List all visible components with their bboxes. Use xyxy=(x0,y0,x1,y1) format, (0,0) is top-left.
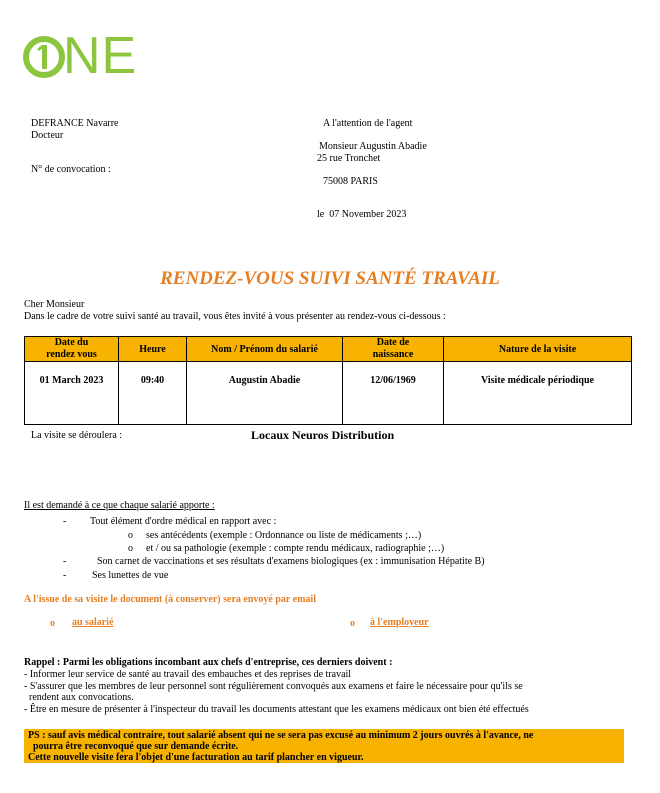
email-heading: A l'issue de sa visite le document (à conserver) sera envoyé par email xyxy=(24,594,316,605)
bring-heading: Il est demandé à ce que chaque salarié apporte : xyxy=(24,500,215,511)
ps-line: Cette nouvelle visite fera l'objet d'une facturation au tarif plancher en vigueur. xyxy=(28,752,364,763)
dash-bullet: - xyxy=(63,556,67,567)
bring-sub-pathologie: et / ou sa pathologie (exemple : compte rendu médicaux, radiographie ;…) xyxy=(146,543,445,554)
dash-bullet: - xyxy=(63,570,67,581)
table-row xyxy=(25,362,632,425)
sender-name: DEFRANCE Navarre xyxy=(31,118,119,129)
col-header-nature: Nature de la visite xyxy=(444,337,632,362)
col-header-naissance: Date de naissance xyxy=(343,337,444,362)
cell-date: 01 March 2023 xyxy=(25,362,119,425)
ps-notice xyxy=(24,729,624,763)
email-option-employeur[interactable]: à l'employeur xyxy=(370,617,429,628)
rappel-heading: Rappel : Parmi les obligations incombant aux chefs d'entreprise, ces derniers doivent : xyxy=(24,657,393,668)
rappel-line: - S'assurer que les membres de leur personnel sont régulièrement convoqués aux examens et faire le nécessaire pour qu'ils se xyxy=(24,681,523,692)
table-header-row xyxy=(25,337,632,362)
recipient-city: 75008 PARIS xyxy=(323,176,378,187)
location-label: La visite se déroulera : xyxy=(31,430,123,441)
convocation-label: N° de convocation : xyxy=(31,164,111,175)
cell-naissance: 12/06/1969 xyxy=(343,362,444,425)
recipient-street: 25 rue Tronchet xyxy=(317,153,381,164)
location-value: Locaux Neuros Distribution xyxy=(251,428,395,442)
appointment-table xyxy=(24,336,632,425)
dash-bullet: - xyxy=(63,516,67,527)
col-header-heure: Heure xyxy=(119,337,187,362)
bring-item-medical: Tout élément d'ordre médical en rapport avec : xyxy=(90,516,277,527)
one-logo-icon xyxy=(22,24,66,88)
circle-bullet: o xyxy=(128,530,133,541)
recipient-attention: A l'attention de l'agent xyxy=(323,118,413,129)
sender-role: Docteur xyxy=(31,130,64,141)
cell-nature: Visite médicale périodique xyxy=(444,362,632,425)
rappel-line: - Informer leur service de santé au travail des embauches et des reprises de travail xyxy=(24,669,352,680)
ps-line: PS : sauf avis médical contraire, tout salarié absent qui ne se sera pas excusé au minimum 2 jours ouvrés à l'avance, ne xyxy=(28,730,534,741)
cell-nom: Augustin Abadie xyxy=(187,362,343,425)
rappel-line: - Être en mesure de présenter à l'inspecteur du travail les documents attestant que les examens médicaux ont bien été effectués xyxy=(24,704,529,715)
email-option-salarie[interactable]: au salarié xyxy=(72,617,114,628)
circle-bullet: o xyxy=(350,618,355,629)
bring-item-glasses: Ses lunettes de vue xyxy=(92,570,169,581)
bring-item-vaccination: Son carnet de vaccinations et ses résultats d'examens biologiques (ex : immunisation Hépatite B) xyxy=(97,556,485,567)
bring-sub-antecedents: ses antécédents (exemple : Ordonnance ou liste de médicaments ;…) xyxy=(146,530,422,541)
rappel-line: rendent aux convocations. xyxy=(24,692,134,703)
ps-line: pourra être reconvoqué que sur demande écrite. xyxy=(28,741,239,752)
col-header-date: Date du rendez vous xyxy=(25,337,119,362)
col-header-nom: Nom / Prénom du salarié xyxy=(187,337,343,362)
logo-text: NE xyxy=(63,27,138,85)
letter-date: le 07 November 2023 xyxy=(317,209,407,220)
circle-bullet: o xyxy=(128,543,133,554)
cell-heure: 09:40 xyxy=(119,362,187,425)
recipient-name: Monsieur Augustin Abadie xyxy=(319,141,427,152)
greeting: Cher Monsieur xyxy=(24,299,85,310)
page-title: RENDEZ-VOUS SUIVI SANTÉ TRAVAIL xyxy=(160,268,500,289)
circle-bullet: o xyxy=(50,618,55,629)
intro-text: Dans le cadre de votre suivi santé au travail, vous êtes invité à vous présenter au rendez-vous ci-dessous : xyxy=(24,311,446,322)
